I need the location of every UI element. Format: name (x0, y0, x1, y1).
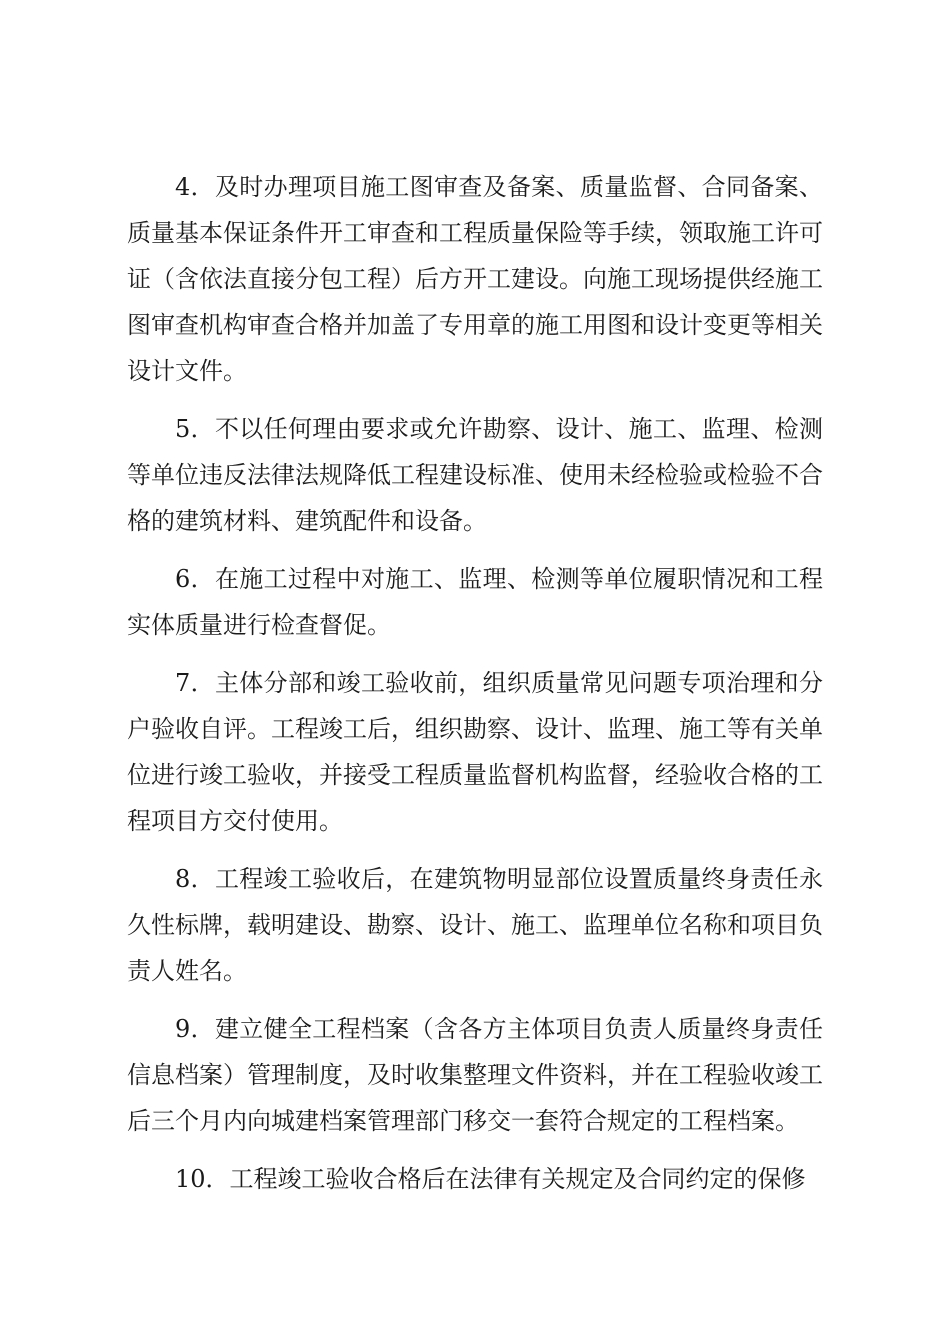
document-body (127, 164, 823, 1214)
paragraph-text: 工程竣工验收后，在建筑物明显部位设置质量终身责任永久性标牌，载明建设、勘察、设计、施工、监理单位名称和项目负责人姓名。 (127, 865, 823, 985)
paragraph-item-4 (127, 164, 823, 394)
item-number: 9． (175, 1015, 215, 1043)
paragraph-text: 工程竣工验收合格后在法律有关规定及合同约定的保修 (229, 1165, 806, 1193)
paragraph-item-9 (127, 1006, 823, 1144)
paragraph-text: 及时办理项目施工图审查及备案、质量监督、合同备案、质量基本保证条件开工审查和工程质量保险等手续，领取施工许可证（含依法直接分包工程）后方开工建设。向施工现场提供经施工图审查机构审查合格并加盖了专用章的施工用图和设计变更等相关设计文件。 (127, 173, 823, 385)
paragraph-text: 在施工过程中对施工、监理、检测等单位履职情况和工程实体质量进行检查督促。 (127, 565, 823, 639)
item-number: 6． (175, 565, 215, 593)
paragraph-item-5 (127, 406, 823, 544)
item-number: 4． (175, 173, 215, 201)
paragraph-text: 建立健全工程档案（含各方主体项目负责人质量终身责任信息档案）管理制度，及时收集整理文件资料，并在工程验收竣工后三个月内向城建档案管理部门移交一套符合规定的工程档案。 (127, 1015, 823, 1135)
paragraph-item-10 (127, 1156, 823, 1202)
item-number: 5． (175, 415, 215, 443)
paragraph-item-8 (127, 856, 823, 994)
item-number: 7． (175, 669, 215, 697)
item-number: 8． (175, 865, 215, 893)
paragraph-item-6 (127, 556, 823, 648)
paragraph-text: 不以任何理由要求或允许勘察、设计、施工、监理、检测等单位违反法律法规降低工程建设标准、使用未经检验或检验不合格的建筑材料、建筑配件和设备。 (127, 415, 823, 535)
paragraph-item-7 (127, 660, 823, 844)
paragraph-text: 主体分部和竣工验收前，组织质量常见问题专项治理和分户验收自评。工程竣工后，组织勘察、设计、监理、施工等有关单位进行竣工验收，并接受工程质量监督机构监督，经验收合格的工程项目方交付使用。 (127, 669, 823, 835)
item-number: 10． (175, 1165, 230, 1193)
